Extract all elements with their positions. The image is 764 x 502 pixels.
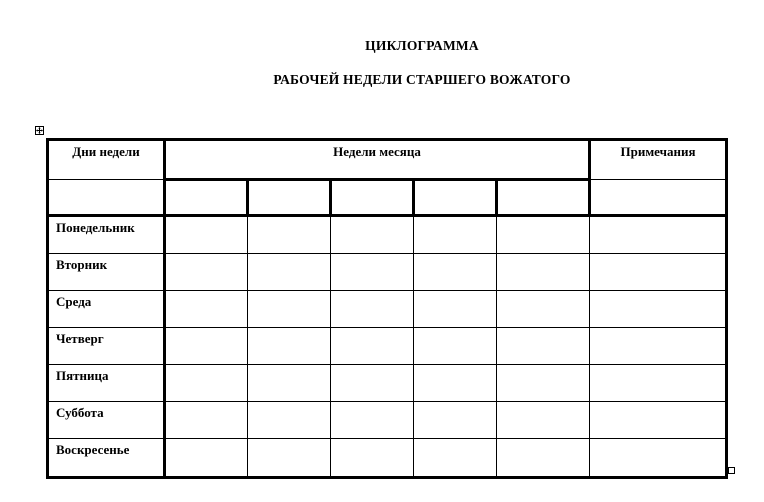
- table-cell[interactable]: [414, 365, 497, 402]
- table-cell[interactable]: [248, 328, 331, 365]
- table-cell[interactable]: [414, 254, 497, 291]
- table-row: [48, 254, 727, 291]
- table-cell[interactable]: [414, 328, 497, 365]
- table-cell[interactable]: [414, 216, 497, 254]
- header-days: Дни недели: [48, 140, 165, 180]
- day-label: Четверг: [48, 328, 165, 365]
- table-cell[interactable]: [414, 402, 497, 439]
- table-cell[interactable]: [165, 365, 248, 402]
- table-cell[interactable]: [590, 291, 727, 328]
- table-cell[interactable]: [331, 254, 414, 291]
- table-cell[interactable]: [590, 365, 727, 402]
- week-4-header-cell[interactable]: [414, 180, 497, 216]
- table-cell[interactable]: [165, 328, 248, 365]
- table-cell[interactable]: [248, 365, 331, 402]
- table-cell[interactable]: [590, 254, 727, 291]
- week-2-header-cell[interactable]: [248, 180, 331, 216]
- table-cell[interactable]: [497, 328, 590, 365]
- table-header-row: [48, 140, 727, 180]
- table-cell[interactable]: [497, 216, 590, 254]
- table-move-icon[interactable]: [35, 126, 44, 135]
- table-cell[interactable]: [165, 216, 248, 254]
- table-cell[interactable]: [497, 254, 590, 291]
- document-title: ЦИКЛОГРАММА: [365, 38, 479, 53]
- table-subheader-row: [48, 180, 727, 216]
- subheader-days-cell[interactable]: [48, 180, 165, 216]
- day-label: Понедельник: [48, 216, 165, 254]
- table-cell[interactable]: [497, 402, 590, 439]
- table-cell[interactable]: [248, 439, 331, 478]
- table-cell[interactable]: [331, 291, 414, 328]
- table-row: [48, 365, 727, 402]
- week-5-header-cell[interactable]: [497, 180, 590, 216]
- table-cell[interactable]: [248, 216, 331, 254]
- table-cell[interactable]: [414, 439, 497, 478]
- table-row: [48, 402, 727, 439]
- cyclogram-table: [46, 138, 728, 479]
- week-1-header-cell[interactable]: [165, 180, 248, 216]
- day-label: Воскресенье: [48, 439, 165, 478]
- table-cell[interactable]: [331, 328, 414, 365]
- table-cell[interactable]: [165, 402, 248, 439]
- table-cell[interactable]: [331, 439, 414, 478]
- table-resize-icon[interactable]: [728, 467, 735, 474]
- table-row: [48, 291, 727, 328]
- table-cell[interactable]: [248, 254, 331, 291]
- table-row: [48, 439, 727, 478]
- table-cell[interactable]: [497, 365, 590, 402]
- table-cell[interactable]: [331, 365, 414, 402]
- table-cell[interactable]: [331, 216, 414, 254]
- table-cell[interactable]: [590, 328, 727, 365]
- table-cell[interactable]: [248, 402, 331, 439]
- week-3-header-cell[interactable]: [331, 180, 414, 216]
- table-row: [48, 216, 727, 254]
- day-label: Пятница: [48, 365, 165, 402]
- table-cell[interactable]: [590, 216, 727, 254]
- subheader-notes-cell[interactable]: [590, 180, 727, 216]
- table-cell[interactable]: [165, 439, 248, 478]
- day-label: Среда: [48, 291, 165, 328]
- table-row: [48, 328, 727, 365]
- table-cell[interactable]: [248, 291, 331, 328]
- table-cell[interactable]: [165, 254, 248, 291]
- header-notes: Примечания: [590, 140, 727, 180]
- day-label: Вторник: [48, 254, 165, 291]
- table-cell[interactable]: [497, 291, 590, 328]
- table-cell[interactable]: [165, 291, 248, 328]
- table-cell[interactable]: [414, 291, 497, 328]
- table-cell[interactable]: [590, 402, 727, 439]
- header-weeks: Недели месяца: [165, 140, 590, 180]
- day-label: Суббота: [48, 402, 165, 439]
- table-cell[interactable]: [331, 402, 414, 439]
- table-cell[interactable]: [497, 439, 590, 478]
- document-subtitle: РАБОЧЕЙ НЕДЕЛИ СТАРШЕГО ВОЖАТОГО: [273, 72, 571, 87]
- table-cell[interactable]: [590, 439, 727, 478]
